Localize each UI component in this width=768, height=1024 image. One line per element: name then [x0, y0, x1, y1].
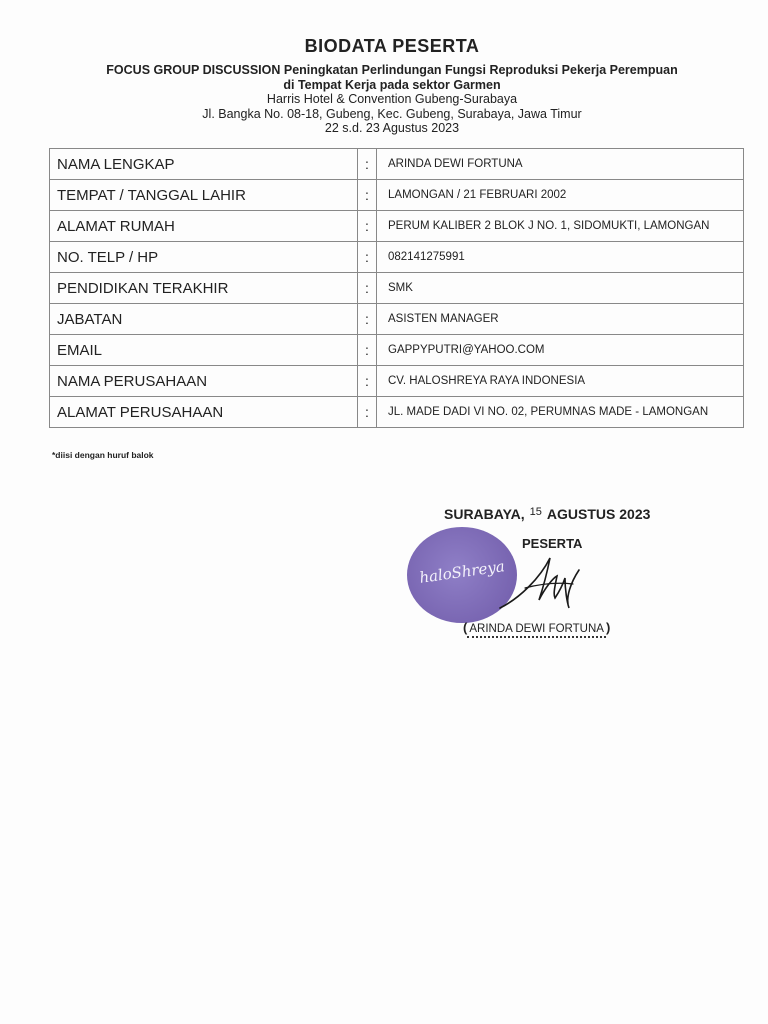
event-line: [0, 63, 768, 78]
row-label: ALAMAT RUMAH: [50, 211, 358, 242]
signatory-name: [463, 620, 673, 638]
row-value: GAPPYPUTRI@YAHOO.COM: [377, 335, 744, 366]
signature-day: 15: [529, 506, 542, 518]
row-colon: :: [358, 366, 377, 397]
table-row: [50, 211, 744, 242]
event-address: Jl. Bangka No. 08-18, Gubeng, Kec. Gubeng, Surabaya, Jawa Timur: [202, 106, 582, 121]
row-colon: :: [358, 397, 377, 428]
row-label: ALAMAT PERUSAHAAN: [50, 397, 358, 428]
document-title: BIODATA PESERTA: [304, 36, 480, 56]
table-row: [50, 242, 744, 273]
handwritten-signature: [495, 548, 585, 618]
row-colon: :: [358, 180, 377, 211]
table-row: [50, 273, 744, 304]
event-topic-line2: di Tempat Kerja pada sektor Garmen: [283, 77, 501, 92]
row-value: 082141275991: [377, 242, 744, 273]
row-value: CV. HALOSHREYA RAYA INDONESIA: [377, 366, 744, 397]
row-colon: :: [358, 242, 377, 273]
row-label: NO. TELP / HP: [50, 242, 358, 273]
row-colon: :: [358, 273, 377, 304]
event-venue: Harris Hotel & Convention Gubeng-Surabaya: [266, 92, 518, 106]
row-label: PENDIDIKAN TERAKHIR: [50, 273, 358, 304]
event-name-bold: FOCUS GROUP DISCUSSION: [106, 63, 281, 77]
row-value: JL. MADE DADI VI NO. 02, PERUMNAS MADE - LAMONGAN: [377, 397, 744, 428]
row-colon: :: [358, 211, 377, 242]
row-colon: :: [358, 149, 377, 180]
table-row: [50, 397, 744, 428]
table-row: [50, 304, 744, 335]
row-colon: :: [358, 304, 377, 335]
row-value: SMK: [377, 273, 744, 304]
table-row: [50, 335, 744, 366]
row-label: NAMA LENGKAP: [50, 149, 358, 180]
row-value: LAMONGAN / 21 FEBRUARI 2002: [377, 180, 744, 211]
row-label: TEMPAT / TANGGAL LAHIR: [50, 180, 358, 211]
biodata-table: [49, 148, 744, 428]
open-paren: (: [463, 620, 468, 635]
signature-city: SURABAYA,: [444, 506, 525, 522]
close-paren: ): [605, 620, 611, 635]
signature-month-year: AGUSTUS 2023: [546, 506, 651, 522]
table-row: [50, 149, 744, 180]
table-row: [50, 366, 744, 397]
row-label: JABATAN: [50, 304, 358, 335]
event-topic: Peningkatan Perlindungan Fungsi Reproduksi Pekerja Perempuan: [283, 63, 678, 77]
stamp-logo-text: haloShreya: [418, 557, 506, 587]
row-value: PERUM KALIBER 2 BLOK J NO. 1, SIDOMUKTI, LAMONGAN: [377, 211, 744, 242]
table-row: [50, 180, 744, 211]
row-colon: :: [358, 335, 377, 366]
footnote: *diisi dengan huruf balok: [52, 450, 154, 460]
row-value: ASISTEN MANAGER: [377, 304, 744, 335]
row-label: EMAIL: [50, 335, 358, 366]
document-header: [0, 36, 768, 136]
event-dates: 22 s.d. 23 Agustus 2023: [324, 121, 460, 135]
row-label: NAMA PERUSAHAAN: [50, 366, 358, 397]
signature-role: PESERTA: [522, 536, 583, 551]
signature-date: [444, 506, 650, 522]
signatory-name-text: ARINDA DEWI FORTUNA: [467, 623, 606, 638]
row-value: ARINDA DEWI FORTUNA: [377, 149, 744, 180]
